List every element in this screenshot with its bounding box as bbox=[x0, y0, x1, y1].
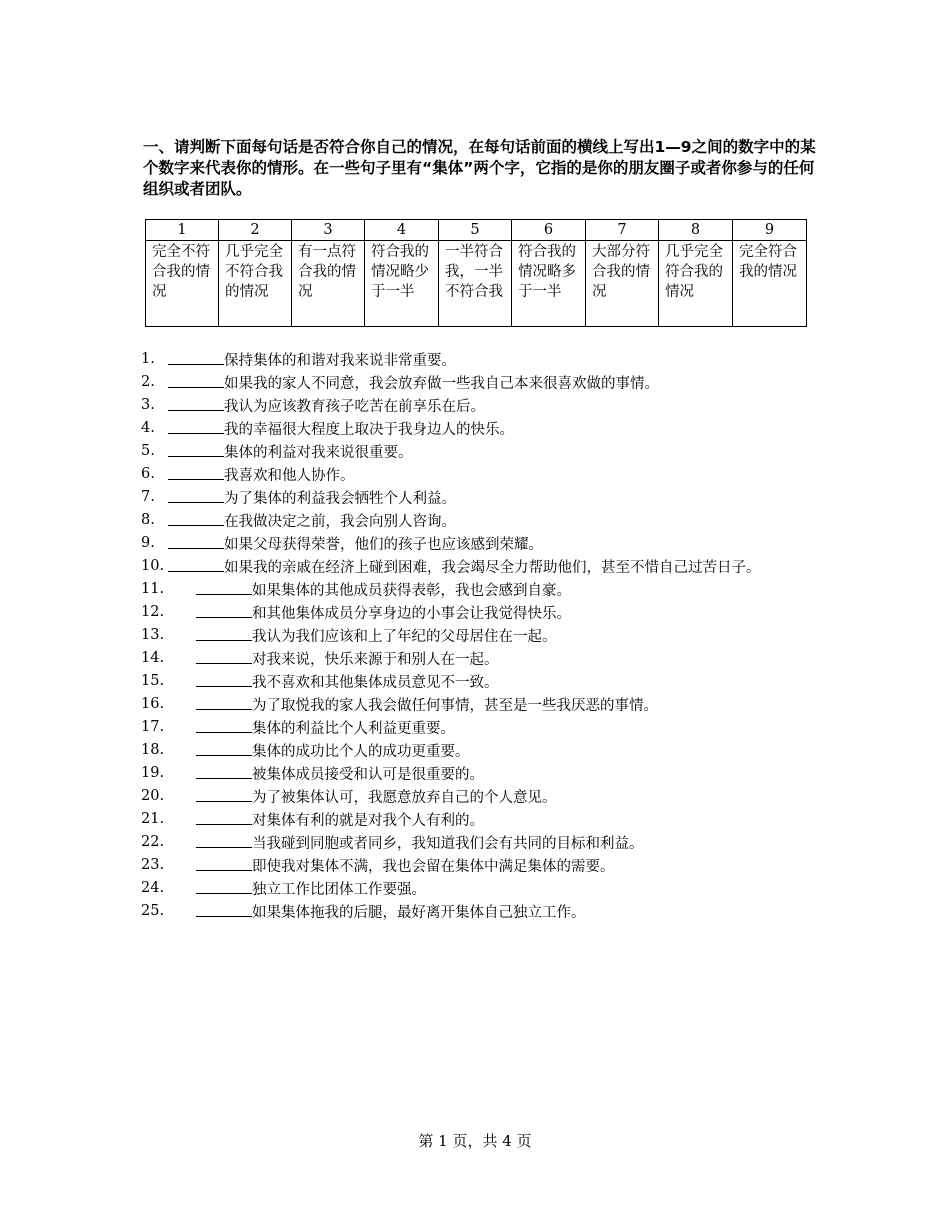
question-body bbox=[196, 579, 816, 602]
question-body bbox=[196, 740, 816, 763]
question-body bbox=[196, 694, 816, 717]
question-item bbox=[141, 395, 816, 418]
question-body bbox=[168, 441, 816, 464]
scale-description: 完全不符合我的情况 bbox=[152, 244, 210, 300]
question-text: 我喜欢和他人协作。 bbox=[224, 468, 355, 484]
scale-number: 4 bbox=[365, 220, 439, 241]
question-text: 如果我的亲戚在经济上碰到困难，我会竭尽全力帮助他们，甚至不惜自己过苦日子。 bbox=[224, 560, 761, 576]
answer-blank[interactable] bbox=[196, 602, 252, 618]
question-number: 8. bbox=[141, 512, 155, 528]
question-number: 2. bbox=[141, 374, 155, 390]
question-body bbox=[168, 349, 816, 372]
question-item bbox=[141, 763, 816, 786]
page-footer: 第 1 页，共 4 页 bbox=[418, 1132, 532, 1150]
question-text: 为了取悦我的家人我会做任何事情，甚至是一些我厌恶的事情。 bbox=[252, 698, 658, 714]
question-body bbox=[168, 487, 816, 510]
question-item bbox=[141, 556, 816, 579]
question-number: 7. bbox=[141, 489, 155, 505]
question-number: 11. bbox=[141, 581, 165, 597]
scale-description-cell bbox=[586, 241, 659, 327]
question-body bbox=[196, 763, 816, 786]
scale-description: 符合我的情况略多于一半 bbox=[518, 244, 576, 300]
scale-number-row bbox=[146, 220, 807, 241]
question-text: 和其他集体成员分享身边的小事会让我觉得快乐。 bbox=[252, 606, 571, 622]
answer-blank[interactable] bbox=[168, 395, 224, 411]
scale-number: 9 bbox=[733, 220, 807, 241]
question-text: 我认为应该教育孩子吃苦在前享乐在后。 bbox=[224, 399, 485, 415]
answer-blank[interactable] bbox=[168, 533, 224, 549]
scale-number: 1 bbox=[146, 220, 219, 241]
question-number: 15. bbox=[141, 673, 165, 689]
question-body bbox=[196, 786, 816, 809]
question-body bbox=[168, 464, 816, 487]
answer-blank[interactable] bbox=[196, 740, 252, 756]
answer-blank[interactable] bbox=[196, 878, 252, 894]
question-item bbox=[141, 671, 816, 694]
scale-description: 几乎完全符合我的情况 bbox=[665, 244, 723, 300]
question-number: 9. bbox=[141, 535, 155, 551]
question-item bbox=[141, 487, 816, 510]
question-body bbox=[168, 556, 816, 579]
questionnaire-items bbox=[141, 349, 816, 924]
scale-number: 7 bbox=[586, 220, 659, 241]
answer-blank[interactable] bbox=[168, 418, 224, 434]
question-item bbox=[141, 901, 816, 924]
question-body bbox=[196, 809, 816, 832]
question-text: 对我来说，快乐来源于和别人在一起。 bbox=[252, 652, 499, 668]
question-body bbox=[196, 878, 816, 901]
question-number: 14. bbox=[141, 650, 165, 666]
answer-blank[interactable] bbox=[196, 809, 252, 825]
question-text: 当我碰到同胞或者同乡，我知道我们会有共同的目标和利益。 bbox=[252, 836, 644, 852]
question-body bbox=[168, 533, 816, 556]
question-body bbox=[196, 671, 816, 694]
question-item bbox=[141, 717, 816, 740]
question-text: 为了被集体认可，我愿意放弃自己的个人意见。 bbox=[252, 790, 557, 806]
scale-description: 大部分符合我的情况 bbox=[592, 244, 650, 300]
question-number: 24. bbox=[141, 880, 165, 896]
question-number: 1. bbox=[141, 351, 155, 367]
answer-blank[interactable] bbox=[196, 579, 252, 595]
question-item bbox=[141, 464, 816, 487]
answer-blank[interactable] bbox=[196, 832, 252, 848]
answer-blank[interactable] bbox=[196, 625, 252, 641]
question-number: 19. bbox=[141, 765, 165, 781]
question-item bbox=[141, 694, 816, 717]
question-body bbox=[196, 625, 816, 648]
question-number: 25. bbox=[141, 903, 165, 919]
scale-description-cell bbox=[512, 241, 586, 327]
question-text: 集体的成功比个人的成功更重要。 bbox=[252, 744, 470, 760]
question-body bbox=[168, 510, 816, 533]
question-number: 21. bbox=[141, 811, 165, 827]
answer-blank[interactable] bbox=[196, 694, 252, 710]
scale-description-cell bbox=[146, 241, 219, 327]
answer-blank[interactable] bbox=[196, 648, 252, 664]
answer-blank[interactable] bbox=[168, 510, 224, 526]
question-number: 17. bbox=[141, 719, 165, 735]
scale-description-cell bbox=[219, 241, 292, 327]
question-item bbox=[141, 579, 816, 602]
question-item bbox=[141, 349, 816, 372]
scale-description: 符合我的情况略少于一半 bbox=[371, 244, 429, 300]
answer-blank[interactable] bbox=[168, 349, 224, 365]
question-number: 16. bbox=[141, 696, 165, 712]
question-item bbox=[141, 786, 816, 809]
question-item bbox=[141, 533, 816, 556]
question-body bbox=[196, 832, 816, 855]
question-text: 如果我的家人不同意，我会放弃做一些我自己本来很喜欢做的事情。 bbox=[224, 376, 659, 392]
question-item bbox=[141, 602, 816, 625]
question-text: 如果集体拖我的后腿，最好离开集体自己独立工作。 bbox=[252, 905, 586, 921]
scale-description-cell bbox=[439, 241, 512, 327]
answer-blank[interactable] bbox=[196, 717, 252, 733]
question-number: 22. bbox=[141, 834, 165, 850]
question-text: 被集体成员接受和认可是很重要的。 bbox=[252, 767, 484, 783]
question-item bbox=[141, 510, 816, 533]
question-item bbox=[141, 441, 816, 464]
question-text: 我不喜欢和其他集体成员意见不一致。 bbox=[252, 675, 499, 691]
question-text: 我认为我们应该和上了年纪的父母居住在一起。 bbox=[252, 629, 557, 645]
question-item bbox=[141, 625, 816, 648]
answer-blank[interactable] bbox=[168, 487, 224, 503]
question-text: 在我做决定之前，我会向别人咨询。 bbox=[224, 514, 456, 530]
question-item bbox=[141, 832, 816, 855]
answer-blank[interactable] bbox=[196, 901, 252, 917]
question-text: 对集体有利的就是对我个人有利的。 bbox=[252, 813, 484, 829]
question-text: 保持集体的和谐对我来说非常重要。 bbox=[224, 353, 456, 369]
answer-blank[interactable] bbox=[168, 441, 224, 457]
question-number: 13. bbox=[141, 627, 165, 643]
question-body bbox=[196, 855, 816, 878]
answer-blank[interactable] bbox=[168, 556, 224, 572]
question-item bbox=[141, 809, 816, 832]
question-text: 集体的利益对我来说很重要。 bbox=[224, 445, 413, 461]
question-text: 集体的利益比个人利益更重要。 bbox=[252, 721, 455, 737]
scale-description: 有一点符合我的情况 bbox=[298, 244, 356, 300]
question-number: 10. bbox=[141, 558, 165, 574]
scale-description-cell bbox=[292, 241, 365, 327]
scale-description: 几乎完全不符合我的情况 bbox=[225, 244, 283, 300]
question-number: 20. bbox=[141, 788, 165, 804]
answer-blank[interactable] bbox=[196, 786, 252, 802]
scale-number: 5 bbox=[439, 220, 512, 241]
question-item bbox=[141, 740, 816, 763]
answer-blank[interactable] bbox=[168, 464, 224, 480]
scale-description-cell bbox=[365, 241, 439, 327]
question-text: 如果集体的其他成员获得表彰，我也会感到自豪。 bbox=[252, 583, 571, 599]
answer-blank[interactable] bbox=[196, 763, 252, 779]
scale-number: 2 bbox=[219, 220, 292, 241]
scale-number: 8 bbox=[659, 220, 733, 241]
question-number: 23. bbox=[141, 857, 165, 873]
answer-blank[interactable] bbox=[196, 855, 252, 871]
rating-scale-table bbox=[145, 219, 807, 327]
question-text: 为了集体的利益我会牺牲个人利益。 bbox=[224, 491, 456, 507]
question-text: 即使我对集体不满，我也会留在集体中满足集体的需要。 bbox=[252, 859, 615, 875]
question-text: 我的幸福很大程度上取决于我身边人的快乐。 bbox=[224, 422, 514, 438]
instruction-text: 一、请判断下面每句话是否符合你自己的情况，在每句话前面的横线上写出1—9之间的数字中的某个数字来代表你的情形。在一些句子里有“集体”两个字，它指的是你的朋友圈子或者你参与的任何组织或者团队。 bbox=[143, 138, 816, 198]
answer-blank[interactable] bbox=[168, 372, 224, 388]
question-item bbox=[141, 878, 816, 901]
question-item bbox=[141, 372, 816, 395]
scale-description: 一半符合我，一半不符合我 bbox=[445, 244, 503, 300]
question-body bbox=[168, 418, 816, 441]
question-number: 4. bbox=[141, 420, 155, 436]
question-number: 5. bbox=[141, 443, 155, 459]
question-body bbox=[168, 372, 816, 395]
scale-number: 3 bbox=[292, 220, 365, 241]
question-body bbox=[196, 717, 816, 740]
question-text: 如果父母获得荣誉，他们的孩子也应该感到荣耀。 bbox=[224, 537, 543, 553]
scale-description-cell bbox=[733, 241, 807, 327]
scale-description: 完全符合我的情况 bbox=[739, 244, 797, 280]
question-body bbox=[196, 648, 816, 671]
question-item bbox=[141, 855, 816, 878]
scale-number: 6 bbox=[512, 220, 586, 241]
question-body bbox=[196, 602, 816, 625]
question-number: 18. bbox=[141, 742, 165, 758]
question-item bbox=[141, 418, 816, 441]
scale-description-cell bbox=[659, 241, 733, 327]
question-text: 独立工作比团体工作要强。 bbox=[252, 882, 426, 898]
scale-description-row bbox=[146, 241, 807, 327]
question-number: 6. bbox=[141, 466, 155, 482]
answer-blank[interactable] bbox=[196, 671, 252, 687]
question-item bbox=[141, 648, 816, 671]
question-body bbox=[168, 395, 816, 418]
question-number: 3. bbox=[141, 397, 155, 413]
question-number: 12. bbox=[141, 604, 165, 620]
question-body bbox=[196, 901, 816, 924]
